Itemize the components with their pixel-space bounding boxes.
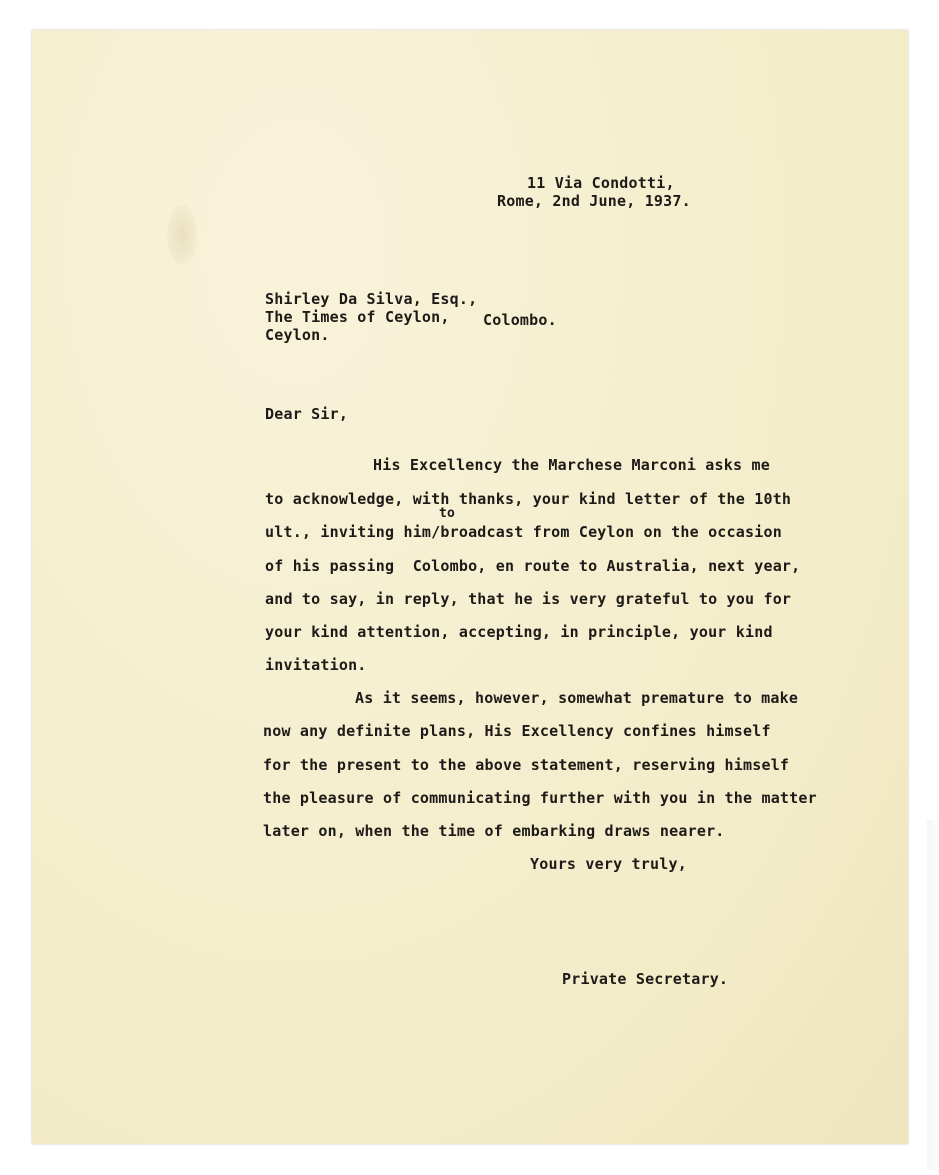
recipient-organization: The Times of Ceylon, (265, 308, 450, 326)
body-line: for the present to the above statement, reserving himself (263, 756, 790, 774)
body-line: to acknowledge, with thanks, your kind letter of the 10th (265, 490, 792, 508)
body-line: now any definite plans, His Excellency confines himself (263, 722, 771, 740)
sender-address-line: 11 Via Condotti, (527, 174, 675, 192)
signature-title: Private Secretary. (562, 970, 729, 988)
recipient-city: Colombo. (483, 311, 557, 329)
body-line: invitation. (265, 656, 367, 674)
body-line: His Excellency the Marchese Marconi asks me (373, 456, 770, 474)
letter-date-line: Rome, 2nd June, 1937. (497, 192, 691, 210)
body-line: your kind attention, accepting, in principle, your kind (265, 623, 773, 641)
recipient-name: Shirley Da Silva, Esq., (265, 290, 478, 308)
body-line: As it seems, however, somewhat premature to make (355, 689, 799, 707)
complimentary-closing: Yours very truly, (530, 855, 687, 873)
letter-page (32, 30, 908, 1144)
recipient-country: Ceylon. (265, 326, 330, 344)
paper-crease (927, 820, 939, 1170)
interlinear-insertion: to (439, 506, 456, 521)
salutation: Dear Sir, (265, 405, 349, 423)
paper-stain (167, 205, 197, 265)
body-line: the pleasure of communicating further with you in the matter (263, 789, 817, 807)
body-line: of his passing Colombo, en route to Australia, next year, (265, 557, 801, 575)
body-line: later on, when the time of embarking draws nearer. (263, 822, 725, 840)
body-line: ult., inviting him/broadcast from Ceylon on the occasion (265, 523, 782, 541)
body-line: and to say, in reply, that he is very grateful to you for (265, 590, 792, 608)
